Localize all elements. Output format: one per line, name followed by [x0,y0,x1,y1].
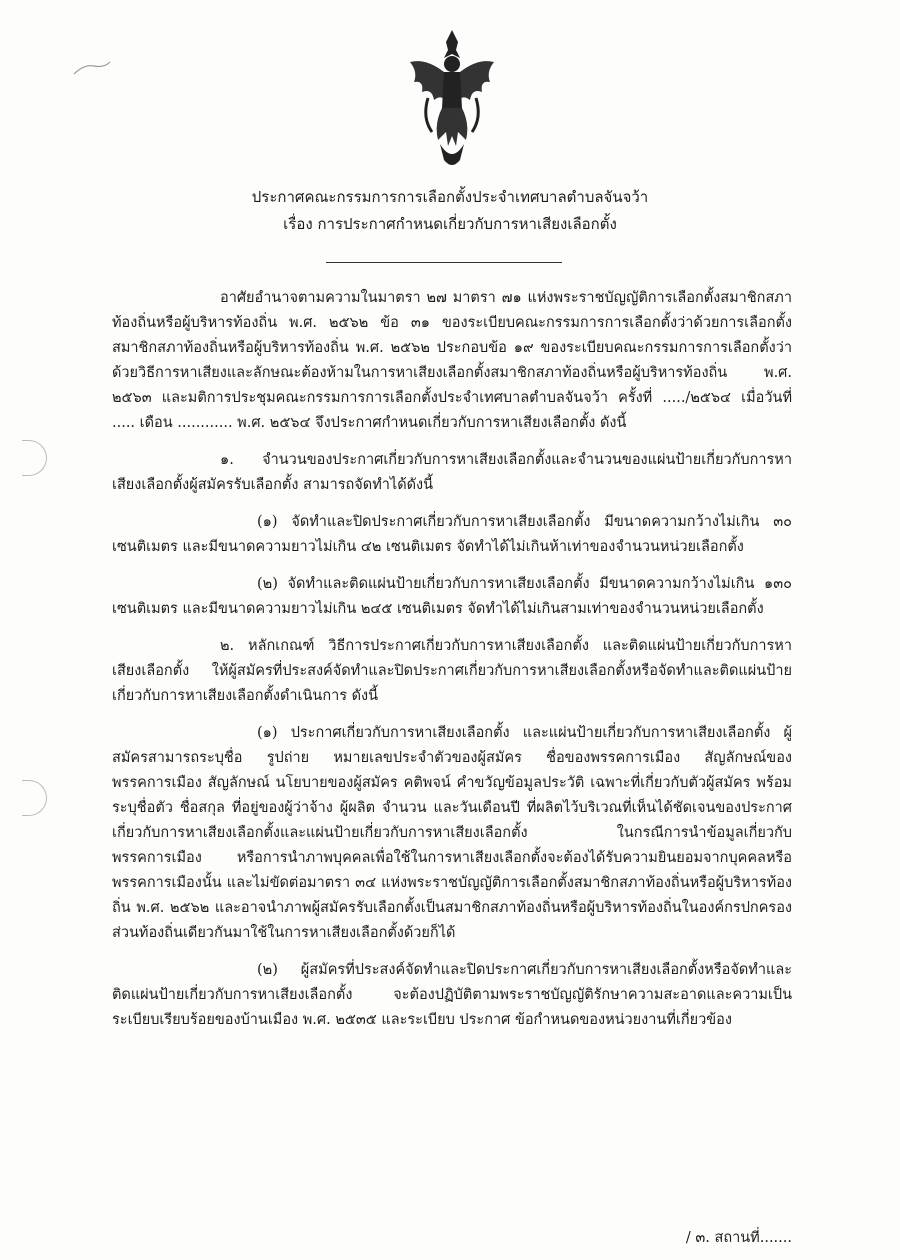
continuation-note: / ๓. สถานที่....... [685,1230,792,1246]
section-2: ๒. หลักเกณฑ์ วิธีการประกาศเกี่ยวกับการหาเสียงเลือกตั้ง และติดแผ่นป้ายเกี่ยวกับการหาเสียงเลือกตั้ง ให้ผู้สมัครที่ประสงค์จัดทำและปิดประกาศเกี่ยวกับการหาเสียงเลือกตั้งหรือจัดทำและติดแผ่นป้ายเกี่ยวกับการหาเสียงเลือกตั้งดำเนินการ ดังนี้ [112,638,792,704]
section-2-item-2: (๒) ผู้สมัครที่ประสงค์จัดทำและปิดประกาศเกี่ยวกับการหาเสียงเลือกตั้งหรือจัดทำและติดแผ่นป้ายเกี่ยวกับการหาเสียงเลือกตั้ง จะต้องปฏิบัติตามพระราชบัญญัติรักษาความสะอาดและความเป็นระเบียบเรียบร้อยของบ้านเมือง พ.ศ. ๒๕๓๕ และระเบียบ ประกาศ ข้อกำหนดของหน่วยงานที่เกี่ยวข้อง [112,962,792,1028]
section-2-item-1: (๑) ประกาศเกี่ยวกับการหาเสียงเลือกตั้ง และแผ่นป้ายเกี่ยวกับการหาเสียงเลือกตั้ง ผู้สมัครสามารถระบุชื่อ รูปถ่าย หมายเลขประจำตัวของผู้สมัคร ชื่อของพรรคการเมือง สัญลักษณ์ของพรรคการเมือง สัญลักษณ์ นโยบายของผู้สมัคร คติพจน์ คำขวัญข้อมูลประวัติ เฉพาะที่เกี่ยวกับตัวผู้สมัคร พร้อมระบุชื่อตัว ชื่อสกุล ที่อยู่ของผู้ว่าจ้าง ผู้ผลิต จำนวน และวันเดือนปี ที่ผลิตไว้บริเวณที่เห็นได้ชัดเจนของประกาศเกี่ยวกับการหาเสียงเลือกตั้งและแผ่นป้ายเกี่ยวกับการหาเสียงเลือกตั้ง ในกรณีการนำข้อมูลเกี่ยวกับพรรคการเมือง หรือการนำภาพบุคคลเพื่อใช้ในการหาเสียงเลือกตั้งจะต้องได้รับความยินยอมจากบุคคลหรือพรรคการเมืองนั้น และไม่ขัดต่อมาตรา ๓๔ แห่งพระราชบัญญัติการเลือกตั้งสมาชิกสภาท้องถิ่นหรือผู้บริหารท้องถิ่น พ.ศ. ๒๕๖๒ และอาจนำภาพผู้สมัครรับเลือกตั้งเป็นสมาชิกสภาท้องถิ่นหรือผู้บริหารท้องถิ่นในองค์กรปกครองส่วนท้องถิ่นเดียวกันมาใช้ในการหาเสียงเลือกตั้งด้วยก็ได้ [112,725,792,941]
section-1: ๑. จำนวนของประกาศเกี่ยวกับการหาเสียงเลือกตั้งและจำนวนของแผ่นป้ายเกี่ยวกับการหาเสียงเลือกตั้งผู้สมัครรับเลือกตั้ง สามารถจัดทำได้ดังนี้ [112,452,792,493]
heading-line-2: เรื่อง การประกาศกำหนดเกี่ยวกับการหาเสียงเลือกตั้ง [283,215,617,233]
garuda-emblem-icon [404,28,500,172]
intro-paragraph: อาศัยอำนาจตามความในมาตรา ๒๗ มาตรา ๗๑ แห่งพระราชบัญญัติการเลือกตั้งสมาชิกสภาท้องถิ่นหรือผู้บริหารท้องถิ่น พ.ศ. ๒๕๖๒ ข้อ ๓๑ ของระเบียบคณะกรรมการการเลือกตั้งว่าด้วยการเลือกตั้งสมาชิกสภาท้องถิ่นหรือผู้บริหารท้องถิ่น พ.ศ. ๒๕๖๒ ประกอบข้อ ๑๙ ของระเบียบคณะกรรมการการเลือกตั้งว่าด้วยวิธีการหาเสียงและลักษณะต้องห้ามในการหาเสียงเลือกตั้งสมาชิกสภาท้องถิ่นหรือผู้บริหารท้องถิ่น พ.ศ. ๒๕๖๓ และมติการประชุมคณะกรรมการการเลือกตั้งประจำเทศบาลตำบลจันจว้า ครั้งที่ ...../๒๕๖๔ เมื่อวันที่ ..... เดือน ............ พ.ศ. ๒๕๖๔ จึงประกาศกำหนดเกี่ยวกับการหาเสียงเลือกตั้ง ดังนี้ [112,290,792,431]
section-1-item-2: (๒) จัดทำและติดแผ่นป้ายเกี่ยวกับการหาเสียงเลือกตั้ง มีขนาดความกว้างไม่เกิน ๑๓๐ เซนติเมตร และมีขนาดความยาวไม่เกิน ๒๔๕ เซนติเมตร จัดทำได้ไม่เกินสามเท่าของจำนวนหน่วยเลือกตั้ง [112,576,792,617]
document-body [112,286,792,1045]
punch-hole-mark [22,440,47,476]
heading-line-1: ประกาศคณะกรรมการการเลือกตั้งประจำเทศบาลตำบลจันจว้า [251,188,649,206]
heading-divider [326,262,562,263]
section-1-item-1: (๑) จัดทำและปิดประกาศเกี่ยวกับการหาเสียงเลือกตั้ง มีขนาดความกว้างไม่เกิน ๓๐ เซนติเมตร และมีขนาดความยาวไม่เกิน ๔๒ เซนติเมตร จัดทำได้ไม่เกินห้าเท่าของจำนวนหน่วยเลือกตั้ง [112,514,792,555]
pen-mark [72,58,112,78]
punch-hole-mark [22,780,47,816]
document-heading [0,184,900,238]
